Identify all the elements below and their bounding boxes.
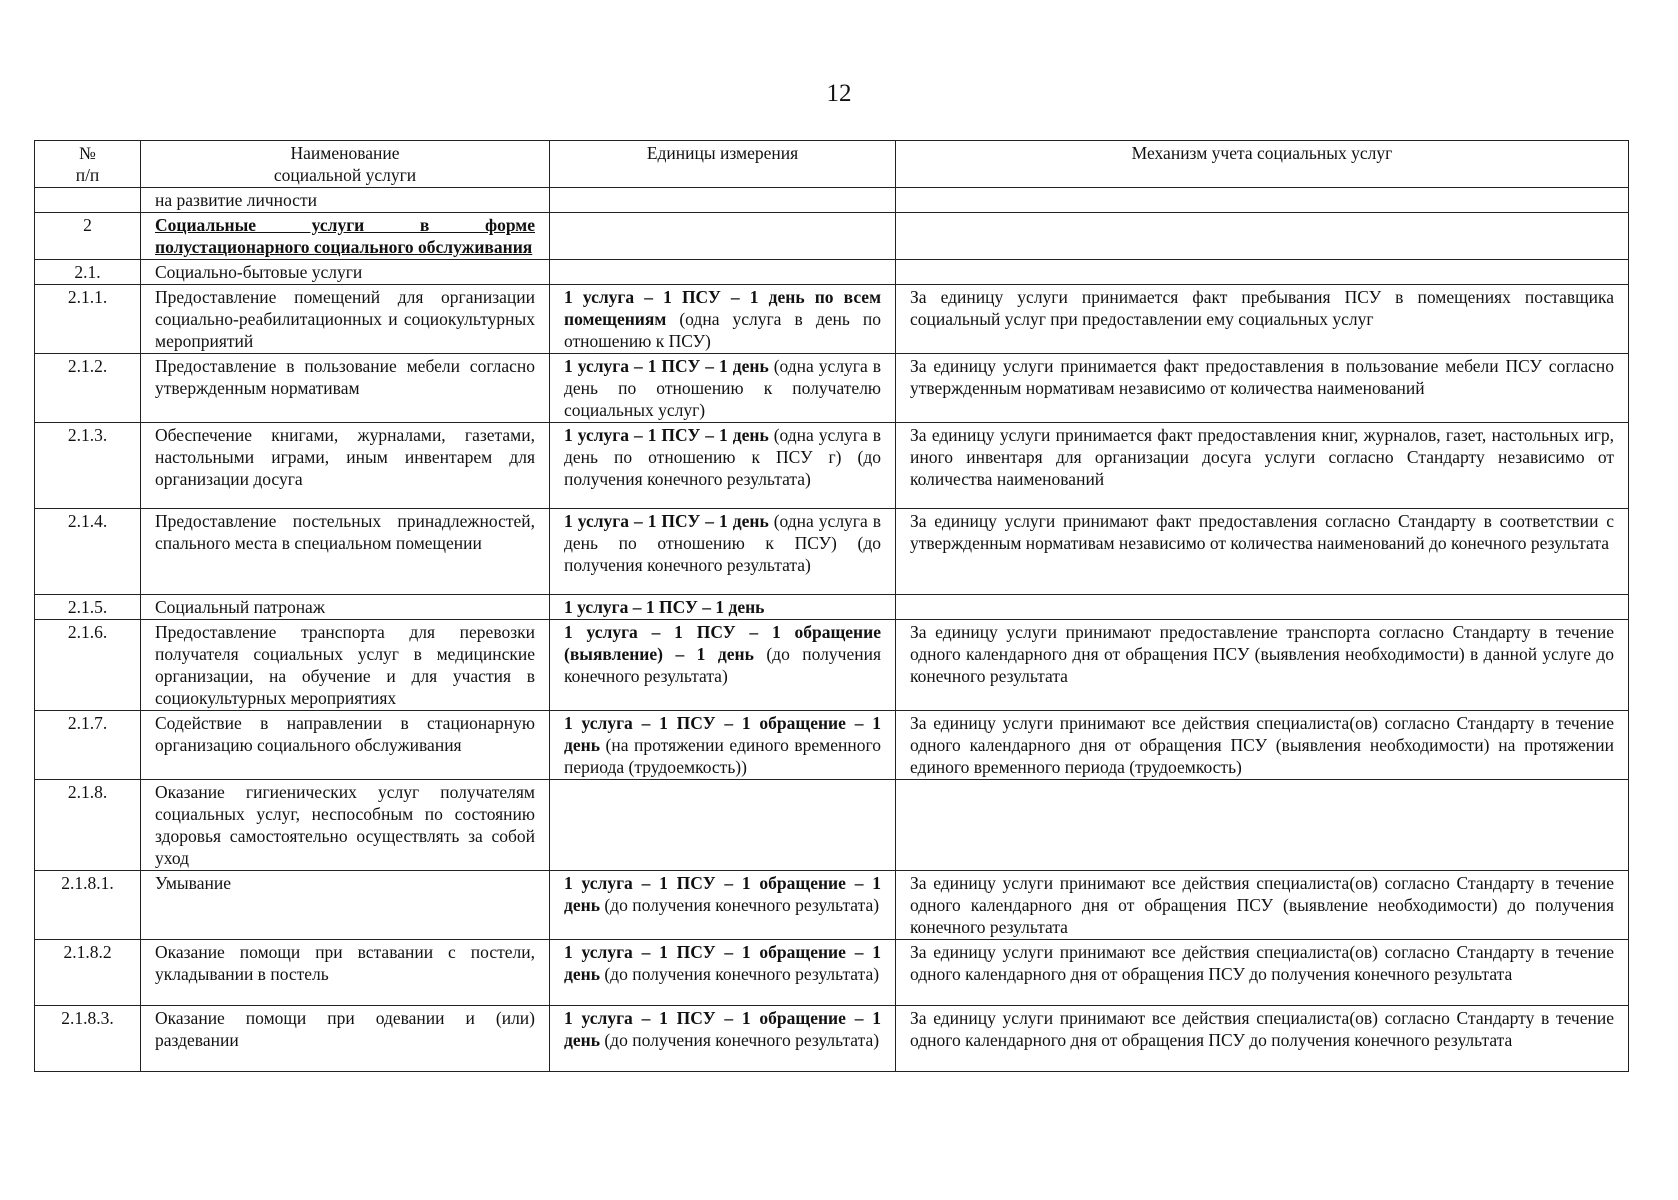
unit-text: (одна услуга в день по отношению к получателю социальных услуг)	[564, 356, 881, 420]
mechanism-text: За единицу услуги принимают факт предоставления согласно Стандарту в соответствии с утвержденным нормативам независимо от количества наименований до конечного результата	[896, 509, 1629, 595]
unit-text: (до получения конечного результата)	[599, 1030, 880, 1050]
unit-cell	[550, 711, 896, 780]
unit-bold-text: 1 услуга – 1 ПСУ – 1 обращение – 1 день	[564, 942, 881, 984]
unit-text: (одна услуга в день по отношению к ПСУ) (до получения конечного результата)	[564, 511, 881, 575]
mechanism-text	[896, 260, 1629, 285]
service-name: Предоставление помещений для организации социально-реабилитационных и социокультурных мероприятий	[141, 285, 550, 354]
row-number: 2.1.7.	[35, 711, 141, 780]
unit-cell	[550, 354, 896, 423]
service-name: на развитие личности	[141, 188, 550, 213]
service-name: Предоставление постельных принадлежностей, спального места в специальном помещении	[141, 509, 550, 595]
service-name: Содействие в направлении в стационарную организацию социального обслуживания	[141, 711, 550, 780]
row-number: 2.1.1.	[35, 285, 141, 354]
row-number	[35, 188, 141, 213]
table-row	[35, 285, 1629, 354]
mechanism-text	[896, 213, 1629, 260]
mechanism-text: За единицу услуги принимают все действия специалиста(ов) согласно Стандарту в течение одного календарного дня от обращения ПСУ до получения конечного результата	[896, 1006, 1629, 1072]
table-row	[35, 711, 1629, 780]
table-row	[35, 188, 1629, 213]
service-name: Оказание гигиенических услуг получателям социальных услуг, неспособным по состоянию здоровья самостоятельно осуществлять за собой уход	[141, 780, 550, 871]
table-row	[35, 940, 1629, 1006]
unit-cell	[550, 285, 896, 354]
service-name: Умывание	[141, 871, 550, 940]
mechanism-text: За единицу услуги принимается факт предоставления книг, журналов, газет, настольных игр, иного инвентаря для организации досуга услуги согласно Стандарту независимо от количества наименований	[896, 423, 1629, 509]
row-number: 2.1.4.	[35, 509, 141, 595]
unit-bold-text: 1 услуга – 1 ПСУ – 1 день	[564, 597, 765, 617]
mechanism-text: За единицу услуги принимают все действия специалиста(ов) согласно Стандарту в течение одного календарного дня от обращения ПСУ до получения конечного результата	[896, 940, 1629, 1006]
table-row	[35, 354, 1629, 423]
table-row	[35, 780, 1629, 871]
row-number: 2	[35, 213, 141, 260]
table-row	[35, 1006, 1629, 1072]
header-unit: Единицы измерения	[550, 141, 896, 188]
header-service-name-line1: Наименование	[290, 143, 400, 163]
service-name: Предоставление транспорта для перевозки получателя социальных услуг в медицинские организации, на обучение и для участия в социокультурных мероприятиях	[141, 620, 550, 711]
row-number: 2.1.8.2	[35, 940, 141, 1006]
unit-text: (на протяжении единого временного периода (трудоемкость))	[564, 735, 881, 777]
unit-text: (до получения конечного результата)	[564, 644, 882, 686]
service-name: Предоставление в пользование мебели согласно утвержденным нормативам	[141, 354, 550, 423]
header-number	[35, 141, 141, 188]
unit-cell	[550, 595, 896, 620]
header-number-line1: №	[79, 143, 96, 163]
unit-cell	[550, 509, 896, 595]
unit-cell	[550, 260, 896, 285]
table-row	[35, 260, 1629, 285]
service-name: Оказание помощи при одевании и (или) раздевании	[141, 1006, 550, 1072]
unit-cell	[550, 780, 896, 871]
table-row	[35, 423, 1629, 509]
unit-cell	[550, 871, 896, 940]
service-name: Социальный патронаж	[141, 595, 550, 620]
row-number: 2.1.8.1.	[35, 871, 141, 940]
header-service-name-line2: социальной услуги	[273, 165, 417, 185]
unit-cell	[550, 188, 896, 213]
table-header-row	[35, 141, 1629, 188]
unit-bold-text: 1 услуга – 1 ПСУ – 1 день по всем помещениям	[564, 287, 881, 329]
unit-bold-text: 1 услуга – 1 ПСУ – 1 обращение – 1 день	[564, 713, 881, 755]
table-row	[35, 509, 1629, 595]
header-number-line2: п/п	[75, 165, 100, 185]
unit-bold-text: 1 услуга – 1 ПСУ – 1 день	[564, 511, 769, 531]
service-name: Социально-бытовые услуги	[141, 260, 550, 285]
mechanism-text: За единицу услуги принимается факт предоставления в пользование мебели ПСУ согласно утвержденным нормативам независимо от количества наименований	[896, 354, 1629, 423]
row-number: 2.1.8.3.	[35, 1006, 141, 1072]
mechanism-text: За единицу услуги принимают все действия специалиста(ов) согласно Стандарту в течение одного календарного дня от обращения ПСУ (выявления необходимости) на протяжении единого временного периода (трудоемкость)	[896, 711, 1629, 780]
unit-cell	[550, 620, 896, 711]
unit-cell	[550, 213, 896, 260]
row-number: 2.1.2.	[35, 354, 141, 423]
table-row	[35, 595, 1629, 620]
services-table	[34, 140, 1629, 1072]
row-number: 2.1.8.	[35, 780, 141, 871]
page-number: 12	[826, 80, 852, 107]
unit-text: (одна услуга в день по отношению к ПСУ)	[564, 309, 881, 351]
table-row	[35, 620, 1629, 711]
unit-cell	[550, 940, 896, 1006]
unit-text: (до получения конечного результата)	[599, 964, 880, 984]
mechanism-text	[896, 595, 1629, 620]
header-service-name	[141, 141, 550, 188]
row-number: 2.1.6.	[35, 620, 141, 711]
mechanism-text: За единицу услуги принимается факт пребывания ПСУ в помещениях поставщика социальный услуг при предоставлении ему социальных услуг	[896, 285, 1629, 354]
unit-bold-text: 1 услуга – 1 ПСУ – 1 обращение (выявление) – 1 день	[564, 622, 881, 664]
table-row	[35, 871, 1629, 940]
unit-bold-text: 1 услуга – 1 ПСУ – 1 день	[564, 425, 769, 445]
mechanism-text	[896, 780, 1629, 871]
unit-bold-text: 1 услуга – 1 ПСУ – 1 день	[564, 356, 769, 376]
mechanism-text: За единицу услуги принимают все действия специалиста(ов) согласно Стандарту в течение одного календарного дня от обращения ПСУ (выявление необходимости) до получения конечного результата	[896, 871, 1629, 940]
unit-cell	[550, 423, 896, 509]
mechanism-text	[896, 188, 1629, 213]
row-number: 2.1.3.	[35, 423, 141, 509]
row-number: 2.1.	[35, 260, 141, 285]
unit-text: (до получения конечного результата)	[599, 895, 880, 915]
service-name: Оказание помощи при вставании с постели, укладывании в постель	[141, 940, 550, 1006]
mechanism-text: За единицу услуги принимают предоставление транспорта согласно Стандарту в течение одного календарного дня от обращения ПСУ (выявления необходимости) в данной услуге до конечного результата	[896, 620, 1629, 711]
unit-bold-text: 1 услуга – 1 ПСУ – 1 обращение – 1 день	[564, 873, 881, 915]
header-mechanism: Механизм учета социальных услуг	[896, 141, 1629, 188]
table-row	[35, 213, 1629, 260]
unit-cell	[550, 1006, 896, 1072]
row-number: 2.1.5.	[35, 595, 141, 620]
service-name: Обеспечение книгами, журналами, газетами, настольными играми, иным инвентарем для организации досуга	[141, 423, 550, 509]
unit-text: (одна услуга в день по отношению к ПСУ г) (до получения конечного результата)	[564, 425, 881, 489]
service-name: Социальные услуги в форме полустационарного социального обслуживания	[141, 213, 550, 260]
unit-bold-text: 1 услуга – 1 ПСУ – 1 обращение – 1 день	[564, 1008, 881, 1050]
